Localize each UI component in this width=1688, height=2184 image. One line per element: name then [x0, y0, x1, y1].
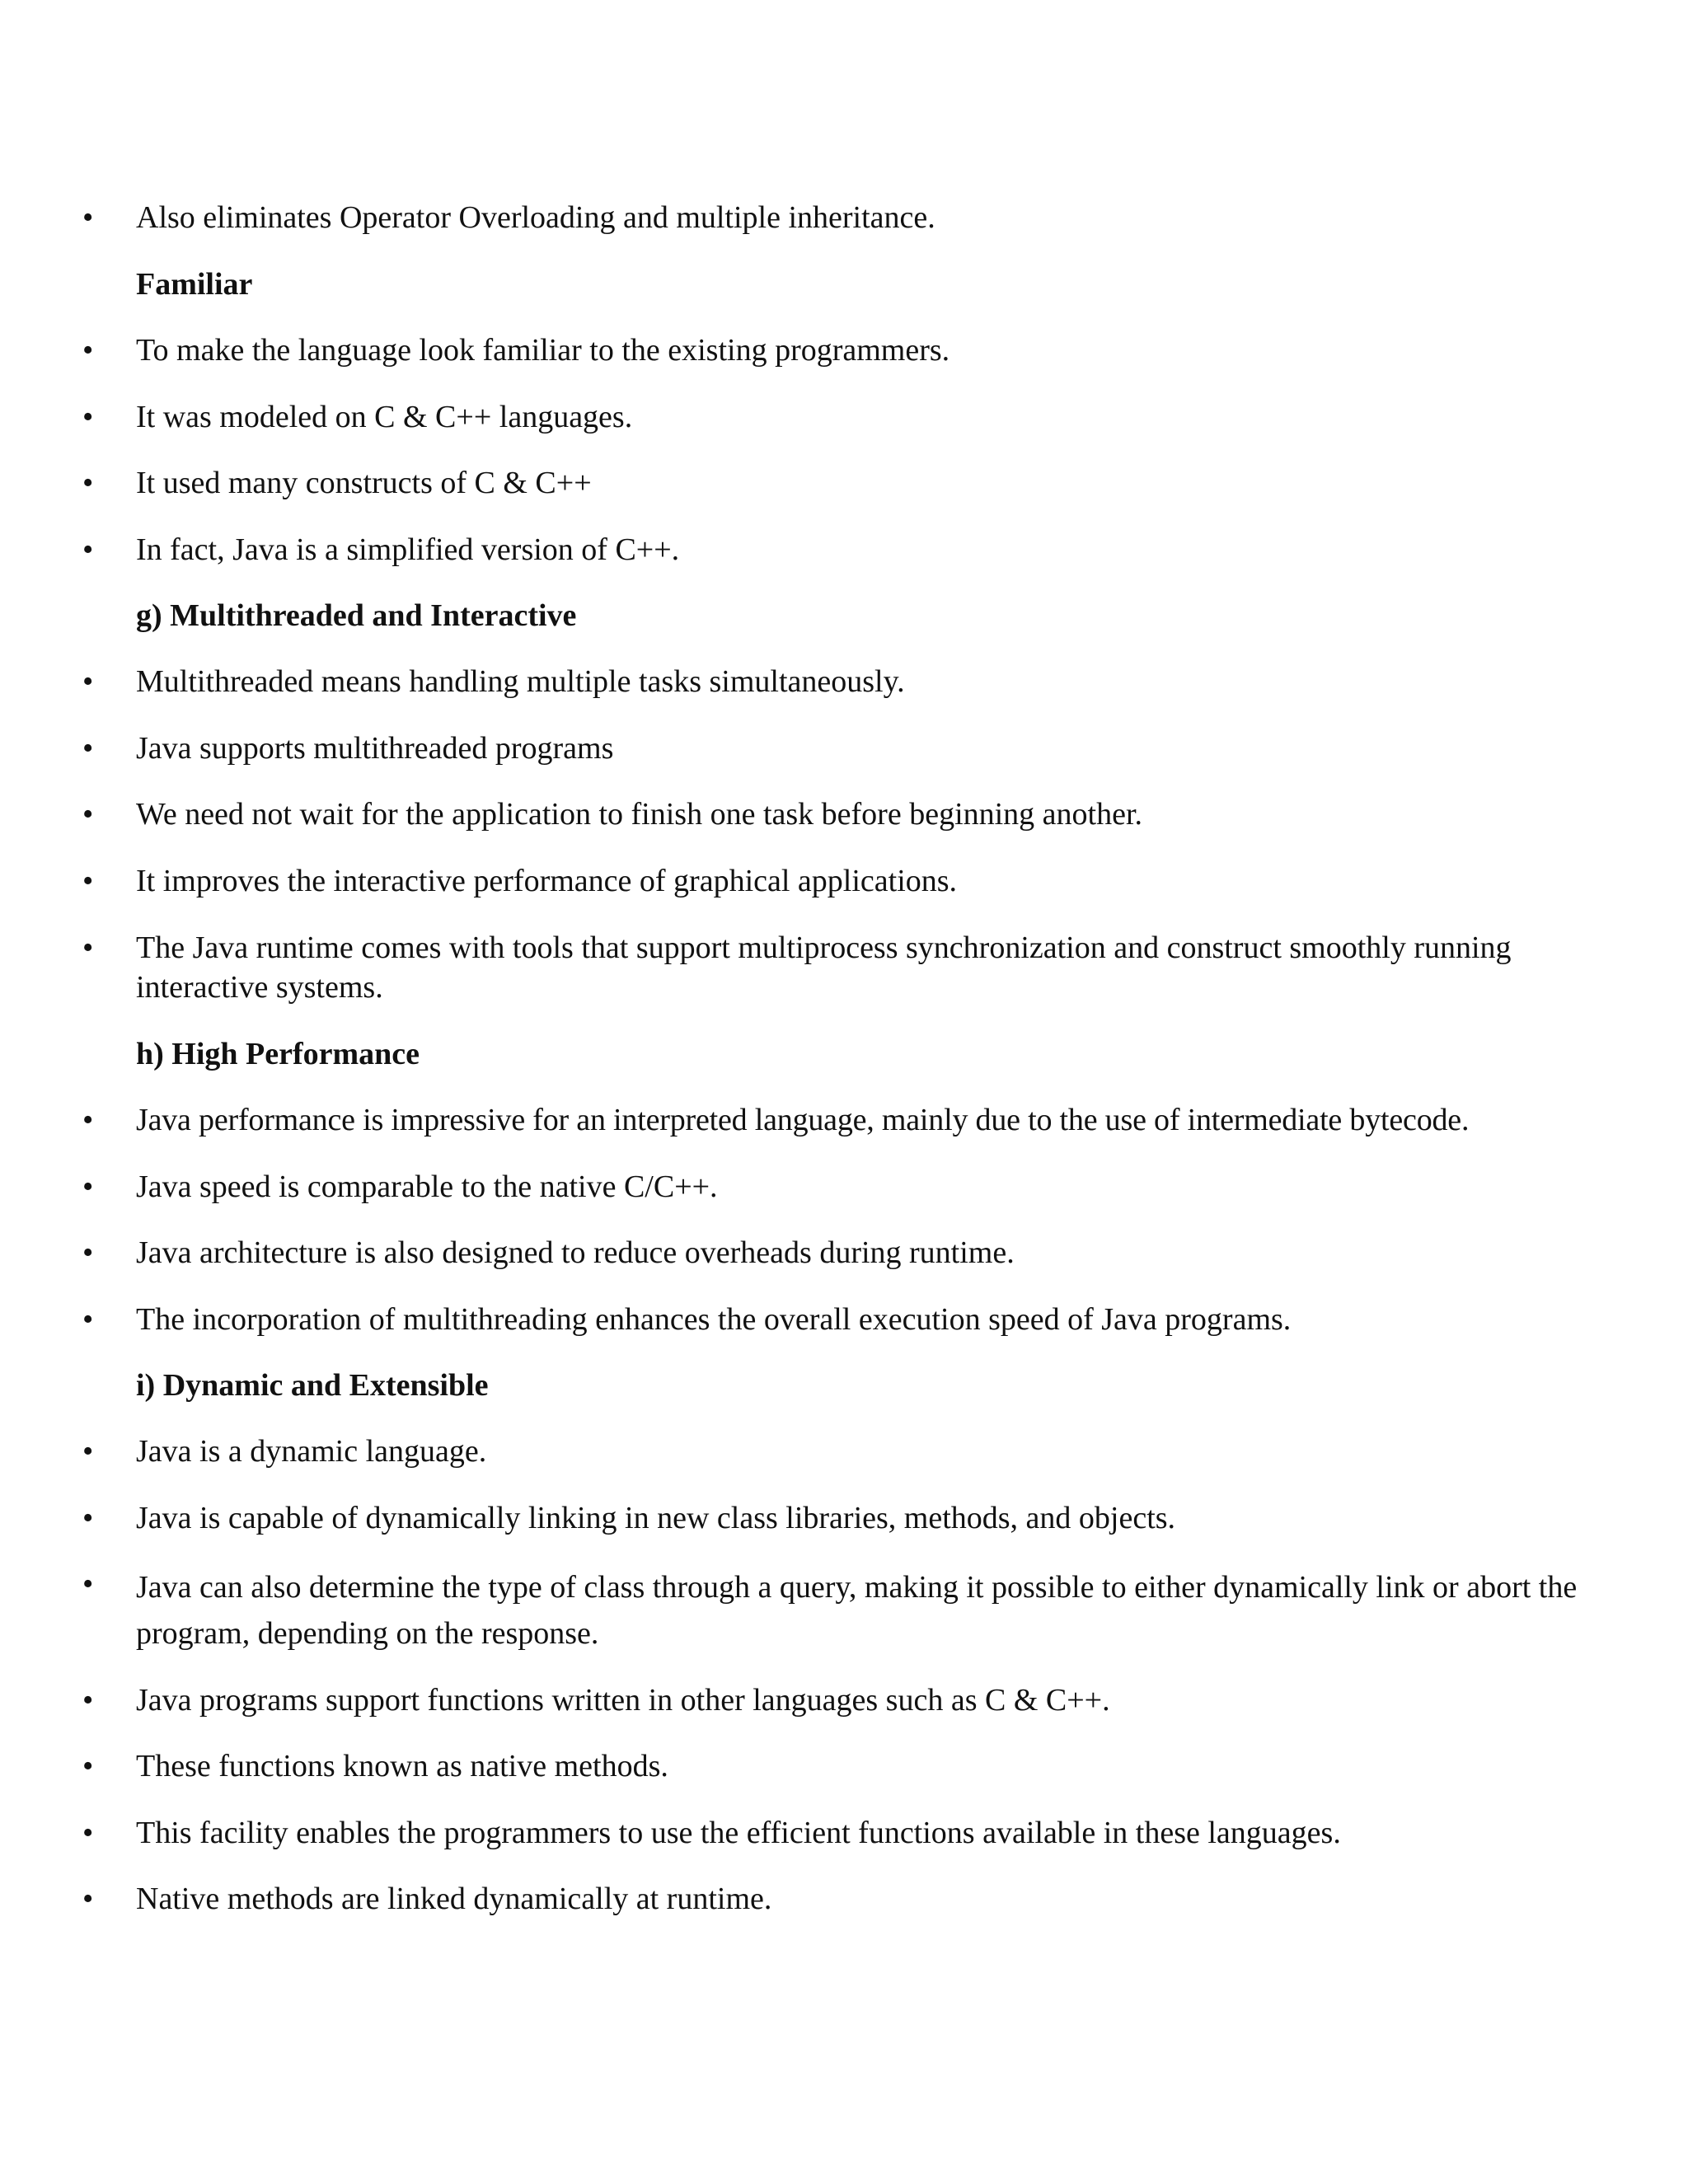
list-item-text: Java is a dynamic language. — [136, 1434, 487, 1469]
bullet-glyph: • — [82, 1169, 94, 1204]
bullet-glyph: • — [82, 1235, 94, 1270]
list-item-text: In fact, Java is a simplified version of C++. — [136, 532, 680, 567]
list-item-text: Java performance is impressive for an interpreted language, mainly due to the use of intermediate bytecode. — [136, 1103, 1470, 1137]
list-item-text: It improves the interactive performance of graphical applications. — [136, 864, 958, 898]
list-item-text: It used many constructs of C & C++ — [136, 466, 592, 500]
list-item-text: Java is capable of dynamically linking in new class libraries, methods, and objects. — [136, 1501, 1176, 1535]
list-item-text: Java can also determine the type of class through a query, making it possible to either dynamically link or abort the program, depending on the response. — [136, 1570, 1578, 1651]
list-item-text: We need not wait for the application to finish one task before beginning another. — [136, 797, 1143, 832]
bullet-glyph: • — [82, 930, 94, 965]
bullet-glyph: • — [82, 1882, 94, 1916]
list-item-text: The incorporation of multithreading enhances the overall execution speed of Java programs. — [136, 1302, 1292, 1337]
bullet-glyph: • — [82, 333, 94, 368]
bullet-glyph: • — [82, 1434, 94, 1469]
list-item-text: It was modeled on C & C++ languages. — [136, 400, 633, 434]
bullet-glyph: • — [82, 1683, 94, 1718]
list-item-text: The Java runtime comes with tools that support multiprocess synchronization and construct smoothly running interactive systems. — [136, 930, 1512, 1005]
list-item-text: This facility enables the programmers to use the efficient functions available in these languages. — [136, 1816, 1341, 1850]
bullet-glyph: • — [82, 466, 94, 500]
section-heading-text: Familiar — [136, 267, 253, 302]
bullet-glyph: • — [82, 1816, 94, 1850]
list-item-text: Multithreaded means handling multiple tasks simultaneously. — [136, 664, 905, 699]
bullet-glyph: • — [82, 864, 94, 898]
bullet-glyph: • — [82, 400, 94, 434]
bullet-glyph: • — [82, 1749, 94, 1783]
list-item-text: Native methods are linked dynamically at runtime. — [136, 1882, 772, 1916]
bullet-glyph: • — [82, 731, 94, 766]
list-item-text: To make the language look familiar to the existing programmers. — [136, 333, 950, 368]
list-item-text: These functions known as native methods. — [136, 1749, 668, 1783]
bullet-glyph: • — [82, 1567, 94, 1601]
bullet-glyph: • — [82, 1501, 94, 1535]
section-heading-text: h) High Performance — [136, 1037, 420, 1071]
section-heading-text: g) Multithreaded and Interactive — [136, 598, 577, 633]
bullet-glyph: • — [82, 532, 94, 567]
list-item-text: Java speed is comparable to the native C/C++. — [136, 1169, 718, 1204]
list-item-text: Also eliminates Operator Overloading and multiple inheritance. — [136, 200, 935, 235]
bullet-glyph: • — [82, 1302, 94, 1337]
list-item-text: Java supports multithreaded programs — [136, 731, 614, 766]
list-item-text: Java programs support functions written in other languages such as C & C++. — [136, 1683, 1110, 1718]
bullet-glyph: • — [82, 797, 94, 832]
section-heading-text: i) Dynamic and Extensible — [136, 1368, 489, 1403]
bullet-glyph: • — [82, 1103, 94, 1137]
bullet-glyph: • — [82, 200, 94, 235]
list-item-text: Java architecture is also designed to reduce overheads during runtime. — [136, 1235, 1015, 1270]
bullet-glyph: • — [82, 664, 94, 699]
